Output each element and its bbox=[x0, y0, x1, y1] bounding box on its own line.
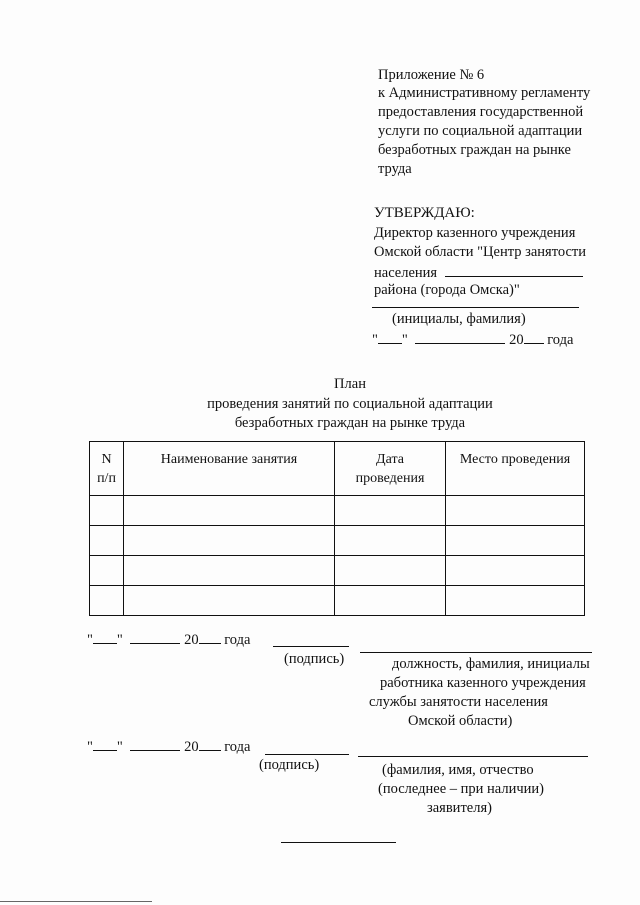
applicant-role-line: заявителя) bbox=[427, 800, 492, 816]
district-field[interactable] bbox=[445, 262, 583, 277]
applicant-role-line: (последнее – при наличии) bbox=[378, 781, 544, 797]
plan-title: План bbox=[334, 376, 366, 392]
day-field[interactable] bbox=[378, 329, 402, 344]
table-cell[interactable] bbox=[90, 586, 124, 616]
approval-line: района (города Омска)" bbox=[374, 282, 520, 298]
table-cell[interactable] bbox=[90, 496, 124, 526]
day-field[interactable] bbox=[93, 736, 117, 751]
plan-subtitle: безработных граждан на рынке труда bbox=[234, 415, 466, 431]
table-row bbox=[90, 586, 585, 616]
month-field[interactable] bbox=[130, 736, 180, 751]
year-field[interactable] bbox=[524, 329, 544, 344]
table-cell[interactable] bbox=[124, 556, 335, 586]
applicant-role-line: (фамилия, имя, отчество bbox=[382, 762, 534, 778]
table-cell[interactable] bbox=[90, 526, 124, 556]
table-cell[interactable] bbox=[446, 496, 585, 526]
table-cell[interactable] bbox=[335, 496, 446, 526]
year-field[interactable] bbox=[199, 629, 221, 644]
column-header-name: Наименование занятия bbox=[124, 442, 335, 496]
appendix-line: услуги по социальной адаптации bbox=[378, 123, 583, 139]
approval-line bbox=[374, 262, 583, 283]
applicant-date: " " 20 года bbox=[87, 736, 250, 757]
table-row bbox=[90, 526, 585, 556]
column-header-place: Место проведения bbox=[446, 442, 585, 496]
table-cell[interactable] bbox=[446, 526, 585, 556]
role-line: должность, фамилия, инициалы bbox=[392, 656, 590, 672]
month-field[interactable] bbox=[415, 329, 505, 344]
table-row bbox=[90, 556, 585, 586]
table-cell[interactable] bbox=[124, 526, 335, 556]
table-cell[interactable] bbox=[124, 496, 335, 526]
director-signature-line[interactable] bbox=[372, 307, 579, 308]
role-line: Омской области) bbox=[408, 713, 513, 729]
table-row bbox=[90, 496, 585, 526]
bottom-divider bbox=[281, 842, 396, 843]
plan-subtitle: проведения занятий по социальной адаптации bbox=[207, 396, 493, 412]
approval-line: Омской области "Центр занятости bbox=[374, 244, 586, 260]
employee-signature-line[interactable] bbox=[273, 646, 349, 647]
plan-table bbox=[89, 441, 585, 616]
applicant-name-line[interactable] bbox=[358, 756, 588, 757]
employee-date: " " 20 года bbox=[87, 629, 250, 650]
table-cell[interactable] bbox=[335, 526, 446, 556]
approval-line: Директор казенного учреждения bbox=[374, 225, 576, 241]
appendix-line: труда bbox=[378, 161, 412, 177]
signature-label: (подпись) bbox=[259, 757, 320, 773]
appendix-line: к Административному регламенту bbox=[378, 85, 591, 101]
table-cell[interactable] bbox=[335, 586, 446, 616]
table-cell[interactable] bbox=[124, 586, 335, 616]
role-line: службы занятости населения bbox=[369, 694, 548, 710]
table-cell[interactable] bbox=[446, 556, 585, 586]
role-line: работника казенного учреждения bbox=[380, 675, 586, 691]
employee-name-line[interactable] bbox=[360, 652, 592, 653]
footnote-divider bbox=[0, 901, 152, 902]
applicant-signature-line[interactable] bbox=[265, 754, 349, 755]
signature-label: (подпись) bbox=[284, 651, 345, 667]
approval-date: " " 20 года bbox=[372, 329, 573, 350]
appendix-line: предоставления государственной bbox=[378, 104, 584, 120]
column-header-number: N п/п bbox=[90, 442, 124, 496]
year-field[interactable] bbox=[199, 736, 221, 751]
initials-label: (инициалы, фамилия) bbox=[392, 311, 526, 327]
month-field[interactable] bbox=[130, 629, 180, 644]
table-header-row bbox=[90, 442, 585, 496]
day-field[interactable] bbox=[93, 629, 117, 644]
approval-title: УТВЕРЖДАЮ: bbox=[374, 205, 475, 221]
column-header-date: Дата проведения bbox=[335, 442, 446, 496]
table-cell[interactable] bbox=[335, 556, 446, 586]
table-cell[interactable] bbox=[446, 586, 585, 616]
appendix-number: Приложение № 6 bbox=[378, 67, 485, 83]
table-cell[interactable] bbox=[90, 556, 124, 586]
appendix-line: безработных граждан на рынке bbox=[378, 142, 571, 158]
approval-line-text: населения bbox=[374, 265, 438, 281]
